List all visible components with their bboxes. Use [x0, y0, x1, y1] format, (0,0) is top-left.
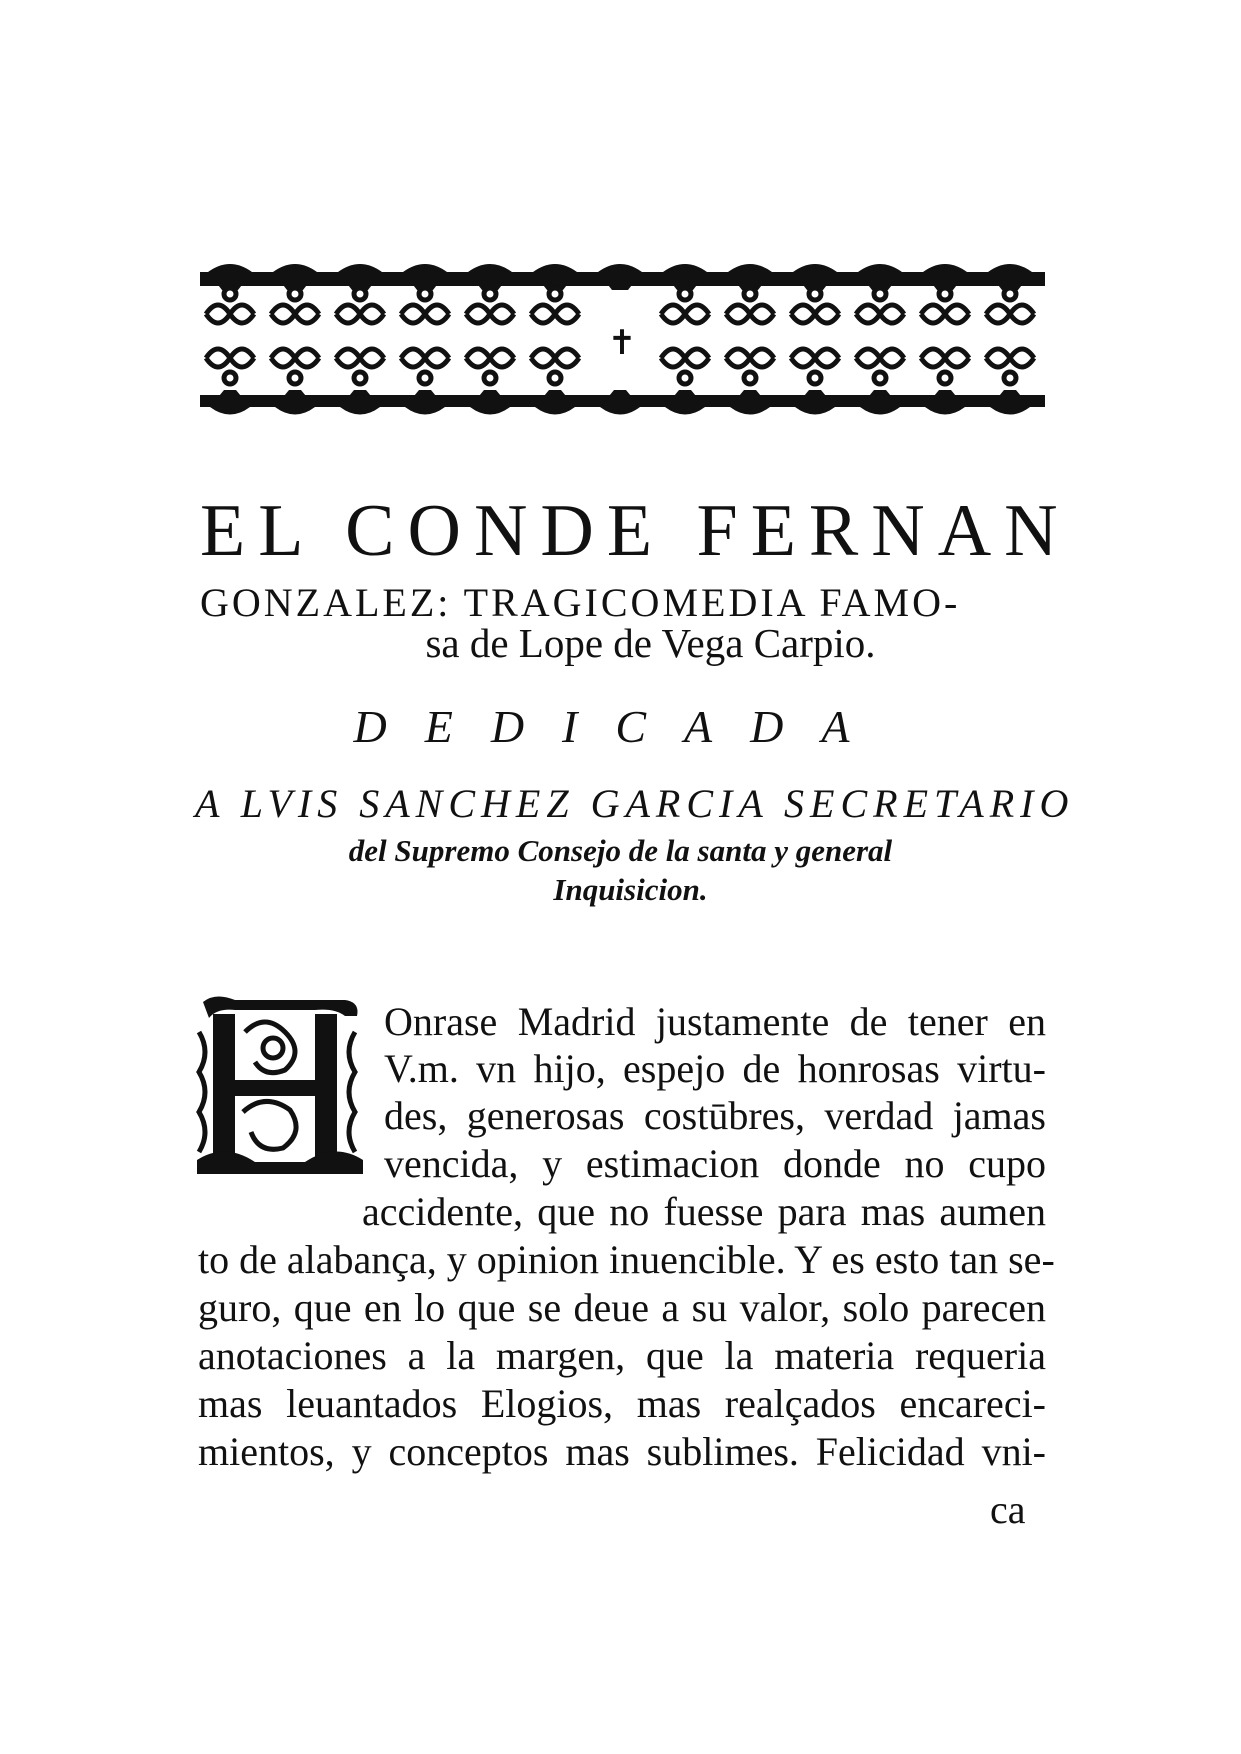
body-line: anotaciones a la margen, que la materia requeria — [198, 1333, 1046, 1378]
dedication-line-2: del Supremo Consejo de la santa y general — [348, 833, 893, 868]
dedication-line-1: A LVIS SANCHEZ GARCIA SECRETARIO — [195, 781, 1075, 826]
title-line-2: GONZALEZ: TRAGICOMEDIA FAMO- — [200, 580, 961, 625]
dedication-heading: DEDICADA — [353, 701, 888, 752]
body-line: V.m. vn hijo, espejo de honrosas virtu- — [384, 1046, 1046, 1091]
body-line: to de alabança, y opinion inuencible. Y es esto tan se- — [198, 1237, 1055, 1282]
fleuron-band-icon — [200, 262, 1045, 420]
ornament-center-mark: ✝ — [607, 323, 637, 363]
decorated-initial-h-icon — [195, 992, 365, 1184]
body-line: des, generosas costūbres, verdad jamas — [384, 1093, 1046, 1138]
body-line: mas leuantados Elogios, mas realçados encareci- — [198, 1381, 1046, 1426]
body-line: accidente, que no fuesse para mas aumen — [362, 1189, 1046, 1234]
body-line: vencida, y estimacion donde no cupo — [384, 1141, 1046, 1186]
catchword: ca — [990, 1487, 1026, 1532]
body-line: guro, que en lo que se deue a su valor, solo parecen — [198, 1285, 1046, 1330]
page-title: EL CONDE FERNAN — [200, 490, 1071, 572]
body-line: mientos, y conceptos mas sublimes. Felicidad vni- — [198, 1429, 1046, 1474]
dedication-line-3: Inquisicion. — [553, 872, 708, 907]
title-line-3: sa de Lope de Vega Carpio. — [425, 620, 876, 666]
body-line: Onrase Madrid justamente de tener en — [384, 999, 1046, 1044]
initial-letter: H — [275, 992, 276, 993]
